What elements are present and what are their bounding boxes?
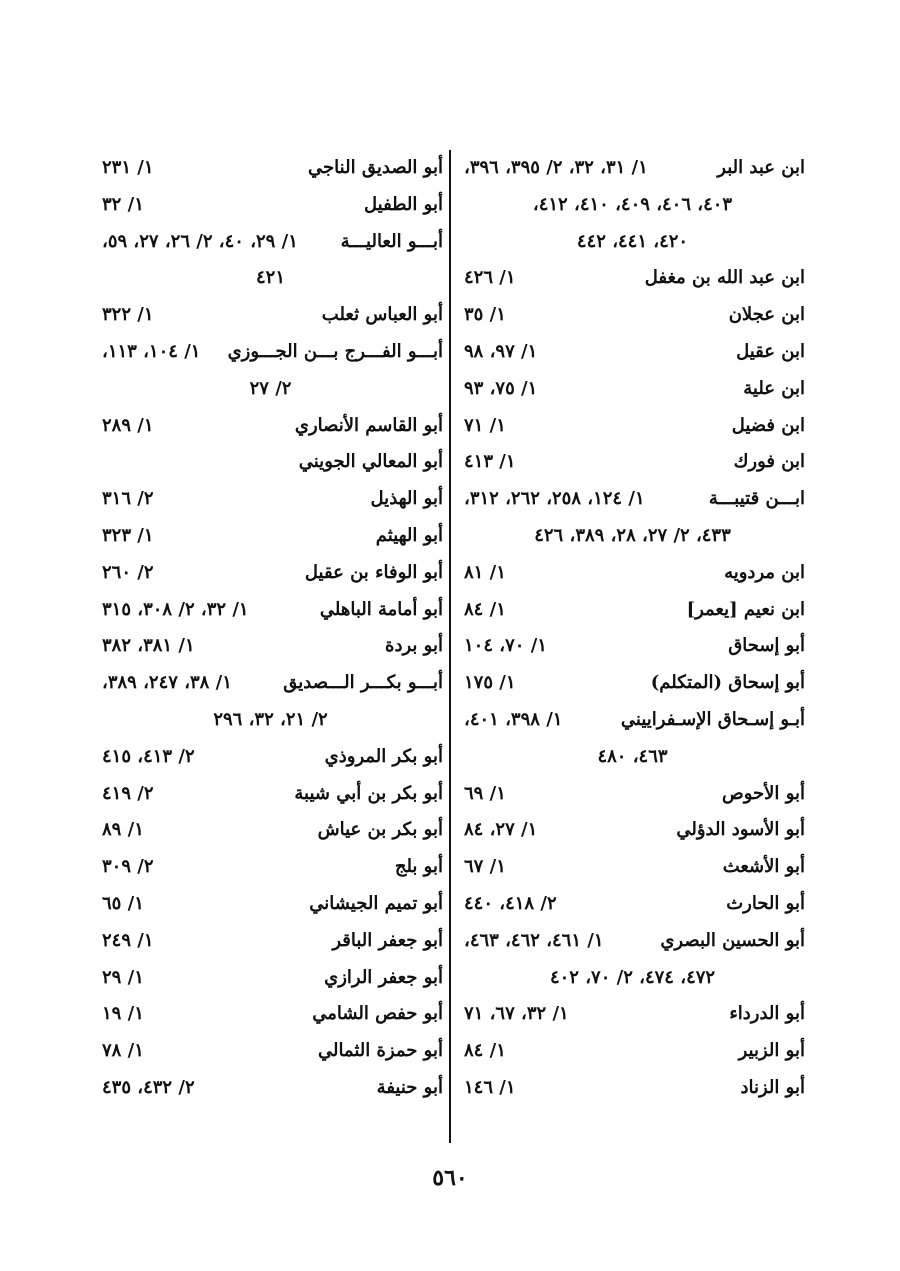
entry-page-refs: ١/ ١٤٦	[464, 1076, 516, 1098]
entry-page-refs: ١/ ٧٠، ١٠٤	[464, 635, 547, 657]
entry-page-refs: ٤٣٣، ٢/ ٢٧، ٢٨، ٣٨٩، ٤٢٦	[534, 524, 731, 546]
entry-name: أبـــو العاليـــة	[340, 230, 443, 252]
index-entry	[98, 886, 443, 923]
entry-name: أبو الوفاء بن عقيل	[304, 561, 443, 583]
entry-page-refs: ١/ ٢٨٩	[102, 414, 154, 436]
entry-name: ابن عقيل	[736, 340, 805, 362]
entry-page-refs: ١/ ٤٦١، ٤٦٢، ٤٦٣،	[464, 929, 604, 951]
entry-page-refs: ١/ ١٧٥	[464, 672, 516, 694]
entry-page-refs: ١/ ١٩	[102, 1003, 144, 1025]
entry-page-refs: ١/ ٧٨	[102, 1040, 144, 1062]
index-entry-continuation	[98, 260, 443, 297]
entry-page-refs: ١/ ٨٤	[464, 1040, 506, 1062]
index-entry	[460, 592, 805, 629]
index-entry	[460, 334, 805, 371]
entry-name: أبو الأحوص	[721, 782, 805, 804]
entry-page-refs: ١/ ٣٢، ٦٧، ٧١	[464, 1003, 569, 1025]
index-entry	[98, 555, 443, 592]
index-entry-continuation	[460, 960, 805, 997]
index-entry	[98, 481, 443, 518]
entry-name: ابن مردويه	[724, 561, 805, 583]
entry-page-refs: ١/ ٣١، ٣٢، ٢/ ٣٩٥، ٣٩٦،	[464, 157, 648, 178]
entry-name: أبو بكر المروذي	[324, 745, 443, 767]
entry-name: أبـو إسـحاق الإسـفراييني	[620, 708, 805, 730]
index-entry	[460, 444, 805, 481]
entry-page-refs: ٢/ ٢٧	[249, 377, 292, 399]
index-entry	[460, 628, 805, 665]
entry-page-refs: ١/ ١٠٤، ١١٣،	[102, 340, 201, 362]
entry-name: أبو الهذيل	[370, 488, 443, 510]
index-entry	[98, 297, 443, 334]
index-entry	[98, 444, 443, 481]
entry-name: أبو الدرداء	[729, 1003, 805, 1025]
entry-name: أبو جعفر الباقر	[332, 929, 443, 951]
entry-name: أبو الطفيل	[364, 193, 443, 215]
entry-name: أبو الحارث	[726, 892, 805, 914]
index-entry	[460, 1070, 805, 1107]
entry-page-refs: ١/ ٦٩	[464, 782, 506, 804]
column-divider	[449, 150, 451, 1143]
entry-page-refs: ١/ ١٢٤، ٢٥٨، ٢٦٢، ٣١٢،	[464, 488, 645, 510]
entry-name: ابن عجلان	[728, 304, 805, 326]
entry-page-refs: ٢/ ٢٦٠	[102, 561, 154, 583]
entry-page-refs: ١/ ٣٢	[102, 193, 144, 215]
entry-name: ابن عبد البر	[717, 157, 805, 178]
entry-name: ابن علية	[743, 377, 805, 399]
index-entry	[460, 1033, 805, 1070]
index-entry	[98, 518, 443, 555]
entry-name: أبو الصديق الناجي	[308, 157, 443, 178]
entry-name: أبو حمزة الثمالي	[317, 1040, 443, 1062]
index-entry	[460, 297, 805, 334]
index-entry	[98, 812, 443, 849]
entry-page-refs: ١/ ٣٢، ٢/ ٣٠٨، ٣١٥	[102, 598, 249, 620]
entry-name: أبو المعالي الجويني	[298, 451, 443, 473]
entry-name: أبو القاسم الأنصاري	[294, 414, 443, 436]
entry-name: أبو الأشعث	[722, 856, 805, 878]
index-entry	[460, 408, 805, 445]
entry-name: أبو أمامة الباهلي	[319, 598, 443, 620]
index-entry	[98, 334, 443, 371]
entry-page-refs: ١/ ٣٨١، ٣٨٢	[102, 635, 195, 657]
index-entry	[98, 996, 443, 1033]
page-number: ٥٦٠	[432, 1165, 468, 1191]
entry-page-refs: ٢/ ٣٠٩	[102, 856, 154, 878]
entry-name: أبو بكر بن أبي شيبة	[294, 782, 443, 804]
entry-page-refs: ٢/ ٤١٩	[102, 782, 154, 804]
entry-name: ابـــن قتيبـــة	[708, 488, 805, 510]
index-entry	[460, 849, 805, 886]
entry-page-refs: ١/ ٦٧	[464, 856, 506, 878]
entry-page-refs: ١/ ٧١	[464, 414, 506, 436]
entry-name: أبو حنيفة	[376, 1076, 443, 1098]
index-entry	[98, 224, 443, 261]
entry-page-refs: ١/ ٣٨، ٢٤٧، ٣٨٩،	[102, 672, 232, 694]
entry-page-refs: ٢/ ٤١٨، ٤٤٠	[464, 892, 557, 914]
entry-page-refs: ١/ ٢٧، ٨٤	[464, 819, 538, 841]
entry-name: أبو إسحاق	[728, 635, 805, 657]
entry-page-refs: ٢/ ٤٣٢، ٤٣٥	[102, 1076, 195, 1098]
entry-page-refs: ١/ ٢٣١	[102, 157, 154, 178]
index-entry	[460, 776, 805, 813]
entry-page-refs: ١/ ٧٥، ٩٣	[464, 377, 538, 399]
index-entry	[98, 592, 443, 629]
entry-page-refs: ١/ ٨١	[464, 561, 506, 583]
index-entry-continuation	[460, 518, 805, 555]
index-entry	[460, 371, 805, 408]
entry-page-refs: ١/ ٢٤٩	[102, 929, 154, 951]
entry-name: ابن فورك	[733, 451, 805, 473]
entry-page-refs: ١/ ٨٩	[102, 819, 144, 841]
entry-page-refs: ١/ ٣٢٢	[102, 304, 154, 326]
entry-page-refs: ٤٢١	[256, 267, 286, 289]
index-entry	[460, 665, 805, 702]
entry-page-refs: ٤٠٣، ٤٠٦، ٤٠٩، ٤١٠، ٤١٢،	[532, 193, 733, 215]
index-entry	[460, 555, 805, 592]
index-entry	[98, 739, 443, 776]
index-entry	[460, 812, 805, 849]
index-entry-continuation	[460, 224, 805, 261]
entry-page-refs: ١/ ٨٤	[464, 598, 506, 620]
entry-name: أبـــو الفـــرج بـــن الجـــوزي	[227, 340, 443, 362]
left-index-column	[98, 150, 443, 1107]
entry-name: أبو بلج	[394, 856, 443, 878]
index-entry	[98, 960, 443, 997]
index-entry	[460, 886, 805, 923]
index-entry	[460, 923, 805, 960]
right-index-column	[460, 150, 805, 1107]
index-entry-continuation	[98, 371, 443, 408]
entry-name: أبو إسحاق (المتكلم)	[650, 672, 805, 694]
entry-page-refs: ١/ ٢٩، ٤٠، ٢/ ٢٦، ٢٧، ٥٩،	[102, 230, 298, 252]
index-entry	[98, 776, 443, 813]
entry-page-refs: ٤٧٢، ٤٧٤، ٢/ ٧٠، ٤٠٢	[549, 966, 716, 988]
index-entry	[98, 628, 443, 665]
entry-name: أبو بردة	[385, 635, 443, 657]
index-entry	[460, 150, 805, 187]
entry-name: أبو الهيثم	[375, 524, 443, 546]
entry-page-refs: ٤٢٠، ٤٤١، ٤٤٢	[576, 230, 689, 252]
entry-page-refs: ٢/ ٣١٦	[102, 488, 154, 510]
entry-page-refs: ٤٦٣، ٤٨٠	[597, 745, 668, 767]
index-entry	[98, 849, 443, 886]
index-entry	[460, 996, 805, 1033]
entry-name: أبـــو بكـــر الـــصديق	[283, 672, 443, 694]
entry-page-refs: ١/ ٣٥	[464, 304, 506, 326]
entry-page-refs: ١/ ٢٩	[102, 966, 144, 988]
index-entry-continuation	[460, 739, 805, 776]
entry-name: أبو حفص الشامي	[312, 1003, 443, 1025]
index-entry	[98, 1070, 443, 1107]
index-entry	[460, 260, 805, 297]
entry-page-refs: ١/ ٤٢٦	[464, 267, 516, 289]
index-entry-continuation	[98, 702, 443, 739]
index-entry	[460, 702, 805, 739]
entry-page-refs: ١/ ٦٥	[102, 892, 144, 914]
index-entry	[98, 665, 443, 702]
entry-page-refs: ١/ ٩٧، ٩٨	[464, 340, 538, 362]
entry-page-refs: ١/ ٤١٣	[464, 451, 516, 473]
entry-page-refs: ٢/ ٢١، ٣٢، ٢٩٦	[213, 708, 328, 730]
index-entry	[98, 923, 443, 960]
index-entry	[98, 408, 443, 445]
index-entry-continuation	[460, 187, 805, 224]
entry-name: أبو بكر بن عياش	[317, 819, 443, 841]
entry-name: أبو جعفر الرازي	[324, 966, 443, 988]
entry-name: أبو الحسين البصري	[660, 929, 805, 951]
entry-name: ابن نعيم [يعمر]	[686, 598, 805, 620]
entry-name: أبو الزبير	[738, 1040, 805, 1062]
index-entry	[98, 150, 443, 187]
entry-name: أبو الزناد	[740, 1076, 805, 1098]
entry-name: ابن عبد الله بن مغفل	[644, 267, 805, 289]
index-entry	[460, 481, 805, 518]
index-entry	[98, 1033, 443, 1070]
entry-name: أبو تميم الجيشاني	[309, 892, 443, 914]
entry-page-refs: ١/ ٣٢٣	[102, 524, 154, 546]
entry-page-refs: ١/ ٣٩٨، ٤٠١،	[464, 708, 563, 730]
entry-name: ابن فضيل	[731, 414, 805, 436]
index-entry	[98, 187, 443, 224]
entry-name: أبو العباس ثعلب	[321, 304, 443, 326]
entry-name: أبو الأسود الدؤلي	[676, 819, 805, 841]
entry-page-refs: ٢/ ٤١٣، ٤١٥	[102, 745, 195, 767]
